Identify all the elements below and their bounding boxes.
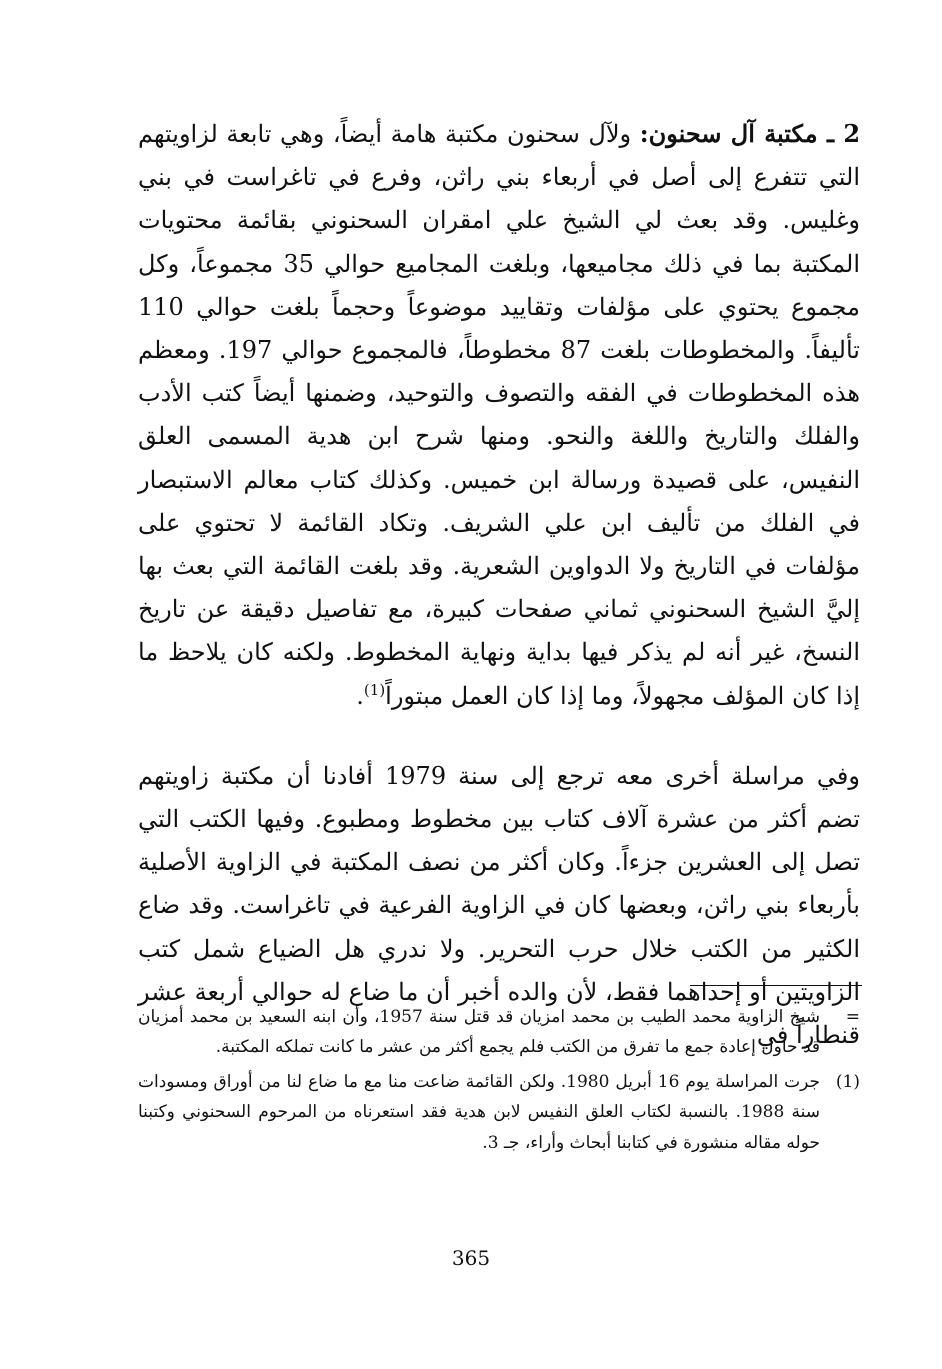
footnotes <box>138 1002 860 1158</box>
footnote-continued <box>138 1002 860 1063</box>
footnote-reference: (1) <box>363 680 386 699</box>
footnote-separator <box>690 985 862 986</box>
footnote-continuation-marker: = <box>845 1007 860 1027</box>
main-text <box>138 112 860 1057</box>
footnote-text: شيخ الزاوية محمد الطيب بن محمد امزيان قد قتل سنة 1957، وأن ابنه السعيد بن محمد أمزيان قد حاول إعادة جمع ما تفرق من الكتب فلم يجمع أكثر من عشر ما كانت تملكه المكتبة. <box>138 1007 820 1058</box>
footnote-1 <box>138 1067 860 1158</box>
footnote-text: جرت المراسلة يوم 16 أبريل 1980. ولكن القائمة ضاعت منا مع ما ضاع لنا من أوراق ومسودات سنة 1988. بالنسبة لكتاب العلق النفيس لابن هدية فقد استعرناه من المرحوم السحنوني وكتبنا حوله مقاله منشورة في كتابنا أبحاث وأراء، جـ 3. <box>138 1071 821 1153</box>
paragraph-2: وفي مراسلة أخرى معه ترجع إلى سنة 1979 أفادنا أن مكتبة زاويتهم تضم أكثر من عشرة آلاف كتاب بين مخطوط ومطبوع. وفيها الكتب التي تصل إلى العشرين جزءاً. وكان أكثر من نصف المكتبة في الزاوية الأصلية بأربعاء بني راثن، وبعضها كان في الزاوية الفرعية في تاغراست. وقد ضاع الكثير من الكتب خلال حرب التحرير. ولا ندري هل الضياع شمل كتب الزاويتين أو إحداهما فقط، لأن والده أخبر أن ما ضاع له حوالي أربعة عشر قنطاراً في <box>138 761 860 1050</box>
page-number: 365 <box>451 1246 491 1270</box>
footnote-marker: (1) <box>835 1071 860 1092</box>
paragraph-1-text: ولآل سحنون مكتبة هامة أيضاً، وهي تابعة لزاويتهم التي تتفرع إلى أصل في أربعاء بني راثن، وفرع في تاغراست في بني وغليس. وقد بعث لي الشيخ علي امقران السحنوني بقائمة محتويات المكتبة بما في ذلك مجاميعها، وبلغت المجاميع حوالي 35 مجموعاً، وكل مجموع يحتوي على مؤلفات وتقاييد موضوعاً وحجماً بلغت حوالي 110 تأليفاً. والمخطوطات بلغت 87 مخطوطاً، فالمجموع حوالي 197. ومعظم هذه المخطوطات في الفقه والتصوف والتوحيد، وضمنها أيضاً كتب الأدب والفلك والتاريخ واللغة والنحو. ومنها شرح ابن هدية المسمى العلق النفيس، على قصيدة ورسالة ابن خميس. وكذلك كتاب معالم الاستبصار في الفلك من تأليف ابن علي الشريف. وتكاد القائمة لا تحتوي على مؤلفات في التاريخ ولا الدواوين الشعرية. وقد بلغت القائمة التي بعث بها إليَّ الشيخ السحنوني ثماني صفحات كبيرة، مع تفاصيل دقيقة عن تاريخ النسخ، غير أنه لم يذكر فيها بداية ونهاية المخطوط. ولكنه كان يلاحظ ما إذا كان المؤلف مجهولاً، وما إذا كان العمل مبتوراً <box>138 120 861 710</box>
paragraph-1 <box>138 112 860 718</box>
section-heading: 2 ـ مكتبة آل سحنون: <box>639 119 861 148</box>
paragraph-1-end: . <box>356 681 364 710</box>
